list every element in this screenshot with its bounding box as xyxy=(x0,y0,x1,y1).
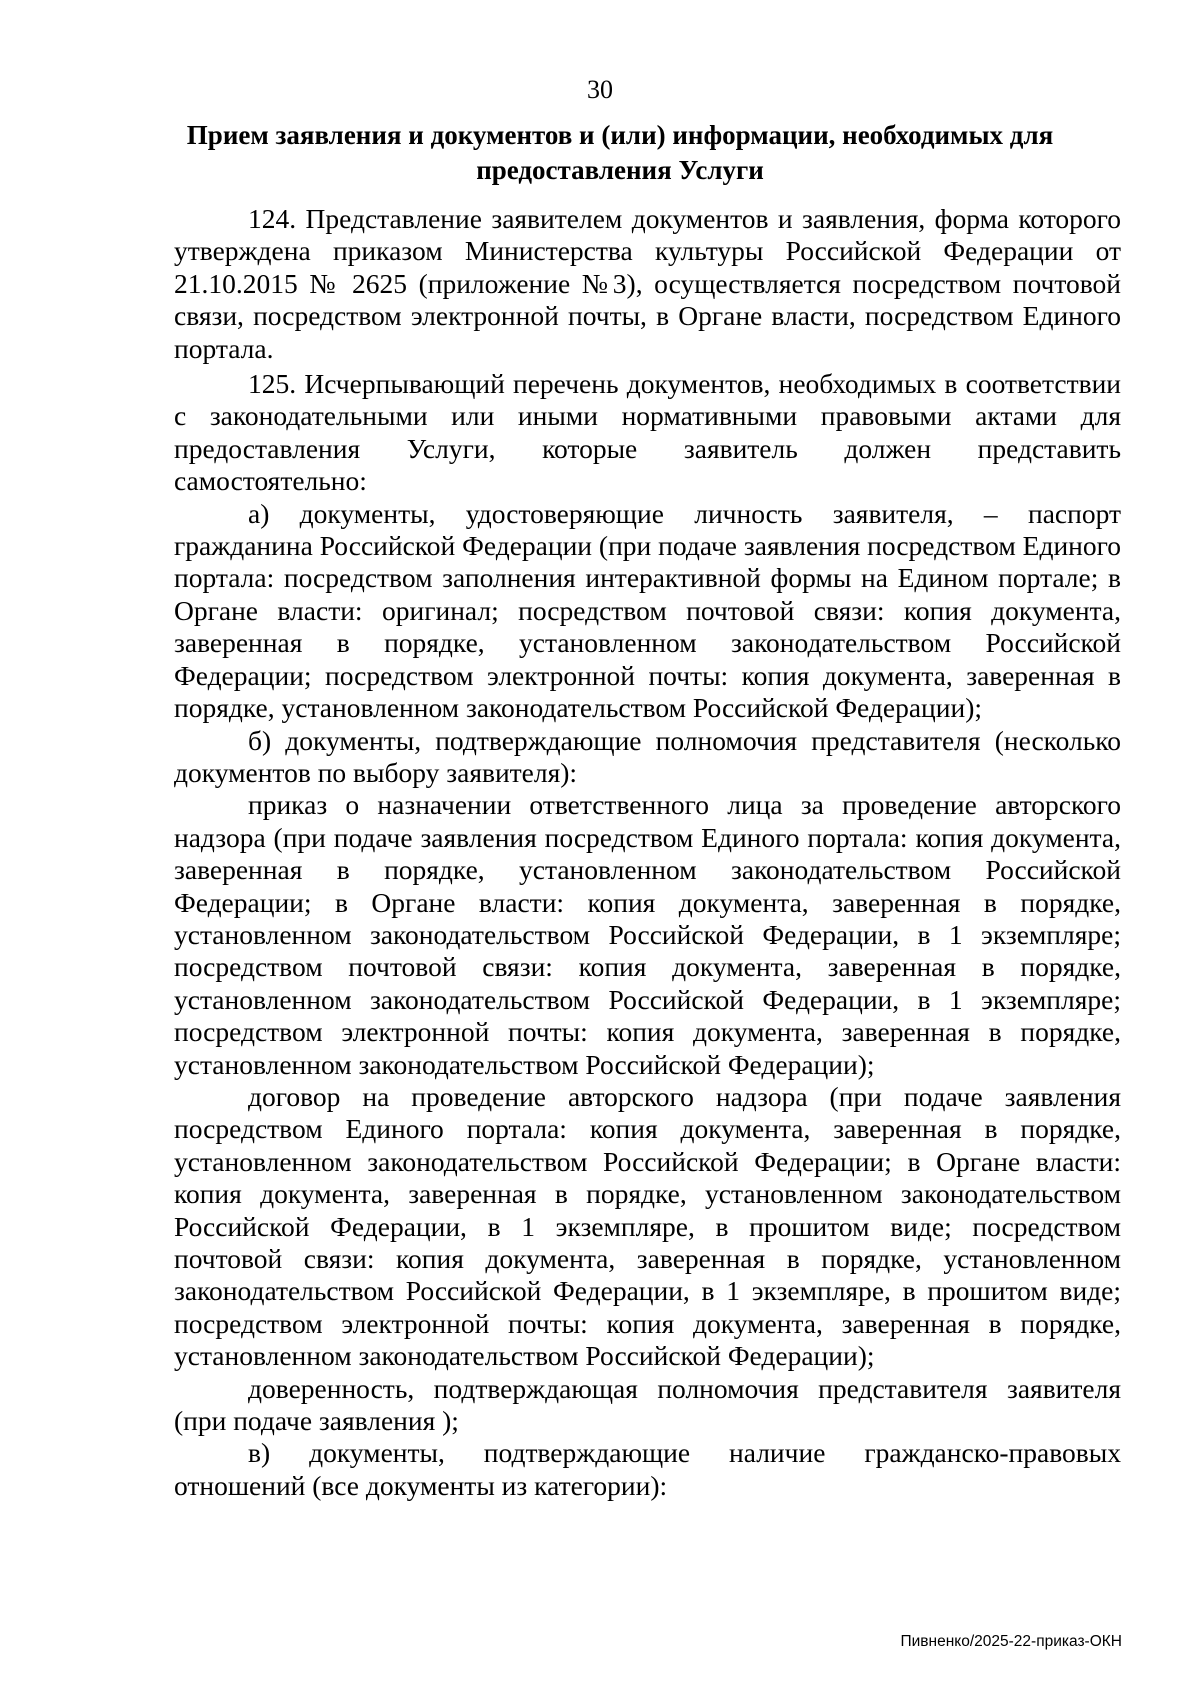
list-item-v: в) документы, подтверждающие наличие гражданско-правовых отношений (все документы из категории): xyxy=(174,1437,1121,1501)
sub-item-power-of-attorney: доверенность, подтверждающая полномочия представителя заявителя (при подаче заявления ); xyxy=(174,1372,1121,1437)
sub-item-order: приказ о назначении ответственного лица за проведение авторского надзора (при подаче заявления посредством Единого портала: копия документа, заверенная в порядке, установленном законодательством Российской Федерации; в Органе власти: копия документа, заверенная в порядке, установленном законодательством Российской Федерации, в 1 экземпляре; посредством почтовой связи: копия документа, заверенная в порядке, установленном законодательством Российской Федерации, в 1 экземпляре; посредством электронной почты: копия документа, заверенная в порядке, установленном законодательством Российской Федерации); xyxy=(174,789,1121,1080)
sub-item-contract: договор на проведение авторского надзора (при подаче заявления посредством Единого портала: копия документа, заверенная в порядке, установленном законодательством Российской Федерации; в Органе власти: копия документа, заверенная в порядке, установленном законодательством Российской Федерации, в 1 экземпляре, в прошитом виде; посредством почтовой связи: копия документа, заверенная в порядке, установленном законодательством Российской Федерации, в 1 экземпляре, в прошитом виде; посредством электронной почты: копия документа, заверенная в порядке, установленном законодательством Российской Федерации); xyxy=(174,1080,1121,1372)
document-body xyxy=(174,203,1121,1502)
section-heading-line-2: предоставления Услуги xyxy=(476,155,764,185)
document-reference: Пивненко/2025-22-приказ-ОКН xyxy=(900,1633,1122,1650)
page-number: 30 xyxy=(587,75,613,104)
list-item-a: а) документы, удостоверяющие личность заявителя, – паспорт гражданина Российской Федерации (при подаче заявления посредством Единого портала: посредством заполнения интерактивной формы на Едином портале; в Органе власти: оригинал; посредством почтовой связи: копия документа, заверенная в порядке, установленном законодательством Российской Федерации; посредством электронной почты: копия документа, заверенная в порядке, установленном законодательством Российской Федерации); xyxy=(174,497,1121,724)
paragraph-124: 124. Представление заявителем документов и заявления, форма которого утверждена приказом Министерства культуры Российской Федерации от 21.10.2015 № 2625 (приложение №3), осуществляется посредством почтовой связи, посредством электронной почты, в Органе власти, посредством Единого портала. xyxy=(174,203,1121,364)
paragraph-125: 125. Исчерпывающий перечень документов, необходимых в соответствии с законодательными или иными нормативными правовыми актами для предоставления Услуги, которые заявитель должен представить самостоятельно: xyxy=(174,368,1121,497)
list-item-b: б) документы, подтверждающие полномочия представителя (несколько документов по выбору заявителя): xyxy=(174,724,1121,788)
section-heading xyxy=(150,118,1090,188)
section-heading-line-1: Прием заявления и документов и (или) информации, необходимых для xyxy=(186,120,1054,150)
